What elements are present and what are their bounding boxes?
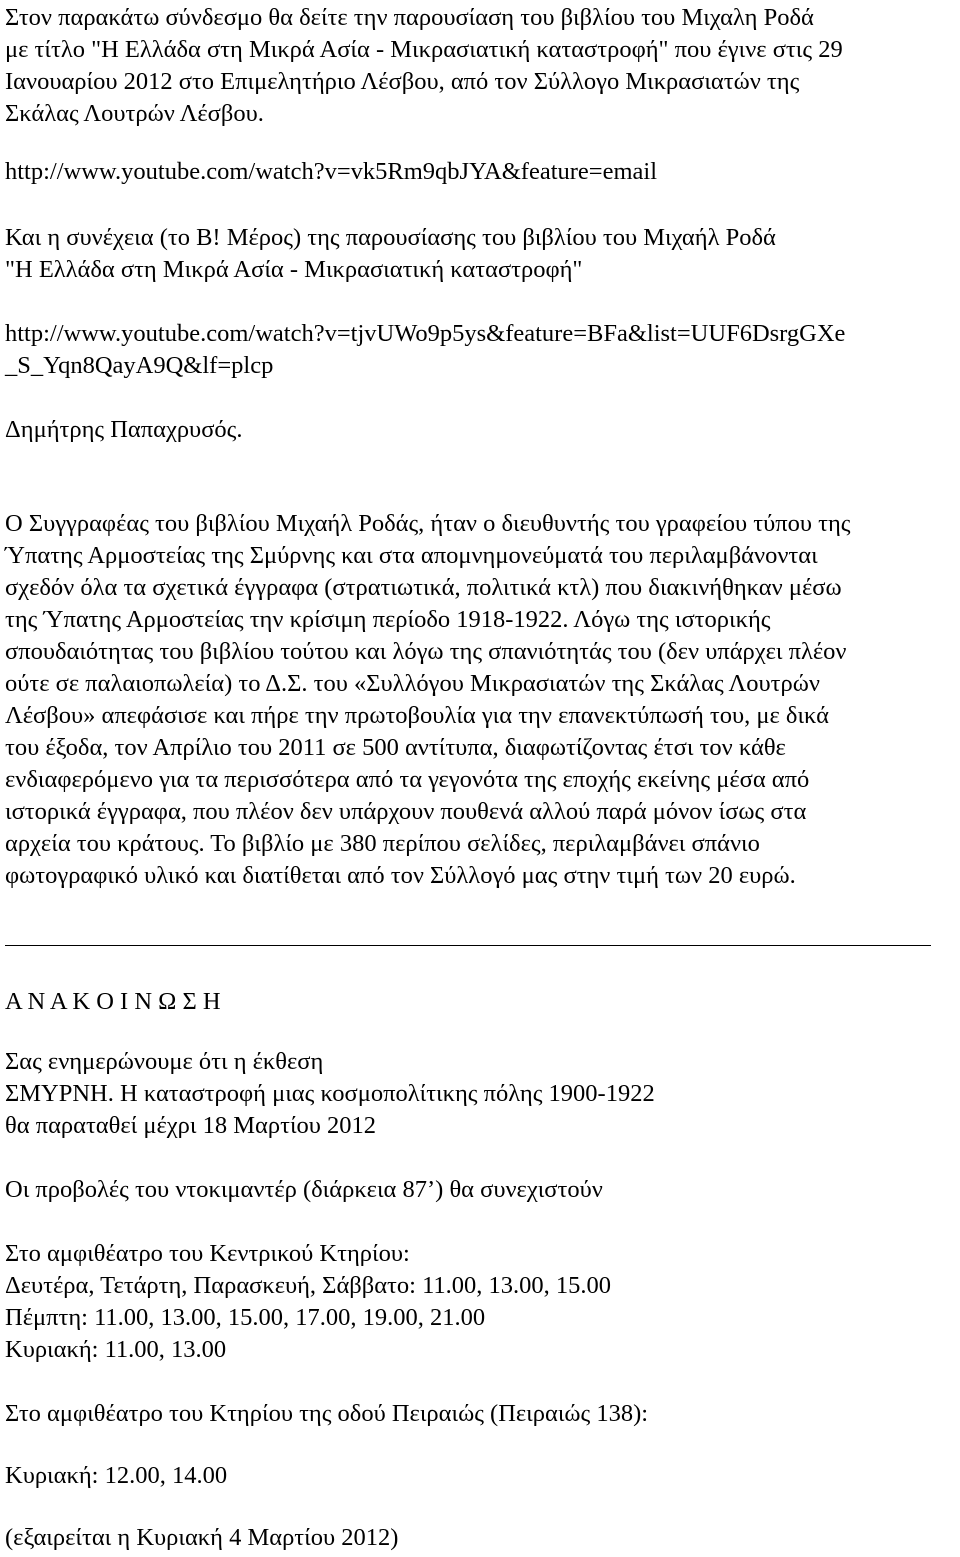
book-paragraph-line: του έξοδα, τον Απρίλιο του 2011 σε 500 αντίτυπα, διαφωτίζοντας έτσι τον κάθε: [5, 734, 786, 761]
schedule-line: Πέμπτη: 11.00, 13.00, 15.00, 17.00, 19.00, 21.00: [5, 1304, 486, 1331]
continuation-line: "Η Ελλάδα στη Μικρά Ασία - Μικρασιατική καταστροφή": [5, 256, 583, 283]
book-paragraph-line: σχεδόν όλα τα σχετικά έγγραφα (στρατιωτικά, πολιτικά κτλ) που διακινήθηκαν μέσω: [5, 574, 842, 601]
book-paragraph-line: Ύπατης Αρμοστείας της Σμύρνης και στα απομνημονεύματά του περιλαμβάνονται: [5, 542, 818, 569]
exhibition-line: θα παραταθεί μέχρι 18 Μαρτίου 2012: [5, 1112, 377, 1139]
signature: Δημήτρης Παπαχρυσός.: [5, 416, 243, 443]
book-paragraph-line: ενδιαφερόμενο για τα περισσότερα από τα γεγονότα της εποχής εκείνης μέσα από: [5, 766, 810, 793]
exhibition-line: ΣΜΥΡΝΗ. Η καταστροφή μιας κοσμοπολίτικης πόλης 1900-1922: [5, 1080, 655, 1107]
intro-line: Στον παρακάτω σύνδεσμο θα δείτε την παρουσίαση του βιβλίου του Μιχαλη Ροδά: [5, 4, 814, 31]
intro-line: με τίτλο "Η Ελλάδα στη Μικρά Ασία - Μικρασιατική καταστροφή" που έγινε στις 29: [5, 36, 843, 63]
schedule-line: Δευτέρα, Τετάρτη, Παρασκευή, Σάββατο: 11.00, 13.00, 15.00: [5, 1272, 612, 1299]
intro-line: Σκάλας Λουτρών Λέσβου.: [5, 100, 264, 127]
announcement-heading: Α Ν Α Κ Ο Ι Ν Ω Σ Η: [5, 988, 221, 1015]
continuation-line: Και η συνέχεια (το Β! Μέρος) της παρουσίασης του βιβλίου του Μιχαήλ Ροδά: [5, 224, 776, 251]
piraeus-building-title: Στο αμφιθέατρο του Κτηρίου της οδού Πειραιώς (Πειραιώς 138):: [5, 1400, 649, 1427]
exhibition-line: Σας ενημερώνουμε ότι η έκθεση: [5, 1048, 324, 1075]
section-divider: [5, 945, 931, 946]
video-link-part-2-continued[interactable]: _S_Yqn8QayA9Q&lf=plcp: [5, 352, 274, 379]
schedule-line: Κυριακή: 11.00, 13.00: [5, 1336, 227, 1363]
book-paragraph-line: αρχεία του κράτους. Το βιβλίο με 380 περίπου σελίδες, περιλαμβάνει σπάνιο: [5, 830, 760, 857]
video-link-part-2[interactable]: http://www.youtube.com/watch?v=tjvUWo9p5ys&feature=BFa&list=UUF6DsrgGXe: [5, 320, 846, 347]
book-paragraph-line: Λέσβου» απεφάσισε και πήρε την πρωτοβουλία για την επανεκτύπωσή του, με δικά: [5, 702, 830, 729]
book-paragraph-line: της Ύπατης Αρμοστείας την κρίσιμη περίοδο 1918-1922. Λόγω της ιστορικής: [5, 606, 771, 633]
book-paragraph-line: σπουδαιότητας του βιβλίου τούτου και λόγω της σπανιότητάς του (δεν υπάρχει πλέον: [5, 638, 847, 665]
schedule-note: (εξαιρείται η Κυριακή 4 Μαρτίου 2012): [5, 1524, 399, 1551]
book-paragraph-line: φωτογραφικό υλικό και διατίθεται από τον Σύλλογό μας στην τιμή των 20 ευρώ.: [5, 862, 796, 889]
book-paragraph-line: ούτε σε παλαιοπωλεία) το Δ.Σ. του «Συλλόγου Μικρασιατών της Σκάλας Λουτρών: [5, 670, 820, 697]
intro-line: Ιανουαρίου 2012 στο Επιμελητήριο Λέσβου, από τον Σύλλογο Μικρασιατών της: [5, 68, 800, 95]
book-paragraph-line: ιστορικά έγγραφα, που πλέον δεν υπάρχουν πουθενά αλλού παρά μόνον ίσως στα: [5, 798, 807, 825]
central-building-title: Στο αμφιθέατρο του Κεντρικού Κτηρίου:: [5, 1240, 410, 1267]
video-link-part-1[interactable]: http://www.youtube.com/watch?v=vk5Rm9qbJYA&feature=email: [5, 158, 658, 185]
book-paragraph-line: Ο Συγγραφέας του βιβλίου Μιχαήλ Ροδάς, ήταν ο διευθυντής του γραφείου τύπου της: [5, 510, 851, 537]
documentary-line: Οι προβολές του ντοκιμαντέρ (διάρκεια 87’) θα συνεχιστούν: [5, 1176, 603, 1203]
schedule-line: Κυριακή: 12.00, 14.00: [5, 1462, 228, 1489]
